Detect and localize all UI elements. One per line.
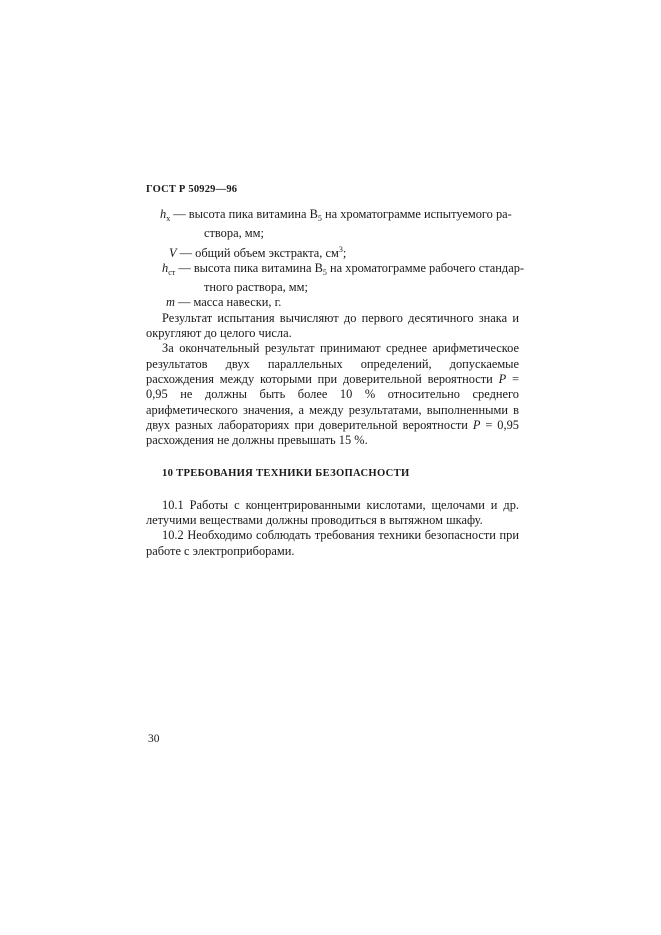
vitamin-subscript: 5: [322, 267, 327, 277]
page-number: 30: [148, 733, 160, 745]
definition-m: [146, 295, 519, 310]
symbol: m: [166, 295, 175, 310]
definition-text: — масса навески, г.: [174, 295, 282, 310]
symbol: h: [162, 260, 169, 275]
definition-hst-continuation: тного раствора, мм;: [204, 280, 308, 295]
paragraph-final-result: [146, 341, 519, 448]
document-code-header: ГОСТ Р 50929—96: [146, 184, 238, 195]
definition-text: — высота пика витамина B: [170, 207, 318, 221]
definition-v: [146, 242, 519, 261]
symbol: h: [160, 207, 167, 221]
document-body: [146, 207, 525, 559]
definition-hst: [146, 260, 525, 280]
section-item-10-2: 10.2 Необходимо соблюдать требования техники безопасности при работе с электроприборами.: [146, 528, 519, 558]
unit-superscript: 3: [338, 244, 343, 254]
definition-hx: [146, 207, 519, 226]
probability-symbol: P: [472, 417, 481, 432]
definition-text-rest: на хроматограмме испытуемого ра-: [321, 207, 512, 221]
definition-text-rest: на хроматограмме рабочего стандар-: [326, 260, 525, 275]
definition-text: — общий объем экстракта, см: [176, 245, 339, 260]
vitamin-subscript: 5: [317, 214, 322, 223]
section-title: 10 ТРЕБОВАНИЯ ТЕХНИКИ БЕЗОПАСНОСТИ: [162, 468, 410, 480]
definition-text: — высота пика витамина B: [175, 260, 323, 275]
section-item-10-1: 10.1 Работы с концентрированными кислотами, щелочами и др. летучими веществами должны проводиться в вытяжном шкафу.: [146, 497, 519, 528]
definition-hx-continuation: створа, мм;: [204, 226, 264, 241]
symbol: V: [169, 245, 177, 260]
paragraph-rounding: Результат испытания вычисляют до первого десятичного знака и округляют до целого числа.: [146, 310, 519, 341]
paragraph-text: За окончательный результат принимают среднее арифметическое результатов двух параллельных определений, допускаемые расхождения между которыми при доверительной вероятности: [146, 341, 519, 386]
probability-symbol: P: [498, 371, 507, 386]
paragraph-text: = 0,95 не должны быть более 10 % относительно среднего арифметического значения, а между результатами, выполненными в двух разных лабораториях при доверительной вероятности: [146, 371, 519, 432]
definition-text-rest: ;: [342, 245, 347, 260]
symbol-subscript: ст: [168, 267, 176, 277]
symbol-subscript: x: [166, 214, 171, 223]
paragraph-text: = 0,95 расхождения не должны превышать 15 %.: [146, 417, 519, 448]
